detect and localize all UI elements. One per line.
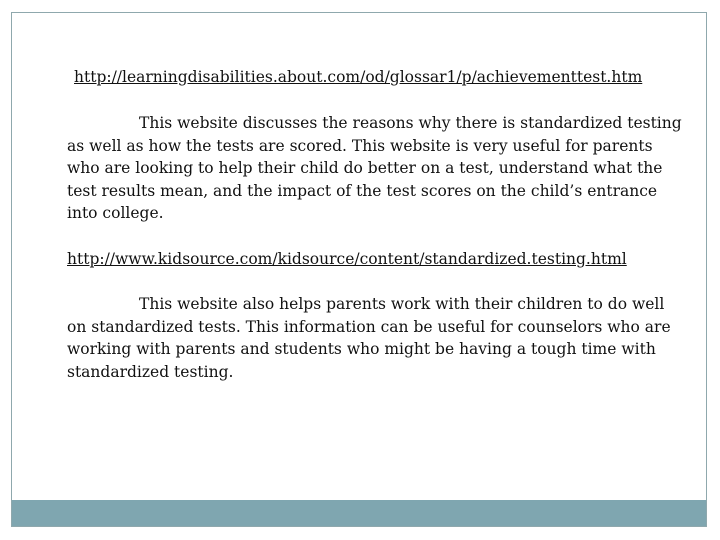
- link-kidsource-standardized-testing[interactable]: http://www.kidsource.com/kidsource/content/standardized.testing.html: [67, 250, 627, 268]
- slide: [11, 12, 707, 527]
- description-paragraph-2: This website also helps parents work with their children to do well on standardized tests. This information can be useful for counselors who are working with parents and students who might be having a tough time with standardized testing.: [67, 295, 671, 381]
- footer-bar: [12, 500, 706, 526]
- description-paragraph-1: This website discusses the reasons why there is standardized testing as well as how the tests are scored. This website is very useful for parents who are looking to help their child do better on a test, understand what the test results mean, and the impact of the test scores on the child’s entrance into college.: [67, 114, 682, 222]
- link-achievement-test[interactable]: http://learningdisabilities.about.com/od/glossar1/p/achievementtest.htm: [74, 68, 643, 86]
